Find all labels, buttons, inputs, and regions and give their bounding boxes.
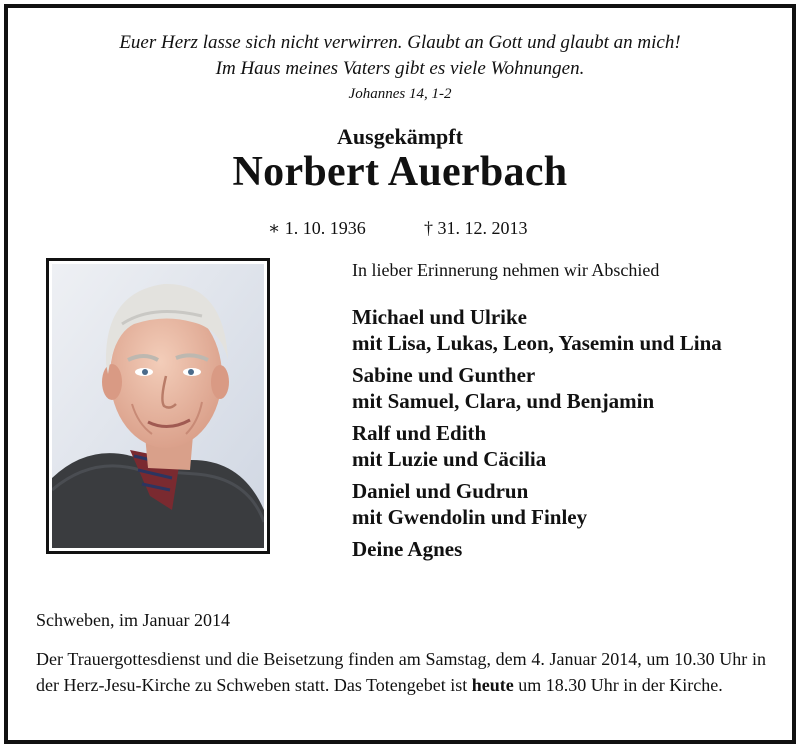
notice-emphasis: heute [471, 675, 514, 695]
portrait-photo [52, 264, 264, 548]
family-entry [352, 478, 722, 530]
place-date: Schweben, im Januar 2014 [36, 610, 230, 630]
birth-date: ∗ 1. 10. 1936 [268, 218, 366, 238]
family-entry-line-1: Sabine und Gunther [352, 363, 536, 387]
portrait-frame [46, 258, 270, 554]
family-entry-line-1: Deine Agnes [352, 537, 463, 561]
family-entry-line-2: mit Samuel, Clara, und Benjamin [352, 389, 655, 413]
family-entry-line-1: Daniel und Gudrun [352, 479, 529, 503]
intro-text: In lieber Erinnerung nehmen wir Abschied [352, 260, 660, 280]
family-entry-line-2: mit Luzie und Cäcilia [352, 447, 547, 471]
notice-text-after: um 18.30 Uhr in der Kirche. [513, 675, 723, 695]
notice-text-before: Der Trauergottesdienst und die Beisetzung finden am Samstag, dem 4. Januar 2014, um 10.30 Uhr in der Herz-Jesu-Kirche zu Schweben statt. Das Totengebet ist [36, 649, 766, 695]
death-date: † 31. 12. 2013 [424, 218, 528, 238]
family-entry [352, 420, 722, 472]
kicker-heading: Ausgekämpft [337, 124, 463, 149]
verse-reference: Johannes 14, 1-2 [348, 86, 452, 102]
family-entry-line-2: mit Gwendolin und Finley [352, 505, 588, 529]
service-notice [36, 646, 766, 698]
family-list [352, 304, 722, 568]
family-entry-line-1: Michael und Ulrike [352, 305, 528, 329]
family-entry [352, 362, 722, 414]
family-entry [352, 536, 722, 562]
family-entry [352, 304, 722, 356]
verse-line-1: Euer Herz lasse sich nicht verwirren. Glaubt an Gott und glaubt an mich! [119, 32, 681, 53]
family-entry-line-2: mit Lisa, Lukas, Leon, Yasemin und Lina [352, 331, 722, 355]
verse-line-2: Im Haus meines Vaters gibt es viele Wohnungen. [215, 58, 585, 79]
deceased-name: Norbert Auerbach [232, 149, 568, 195]
family-entry-line-1: Ralf und Edith [352, 421, 487, 445]
